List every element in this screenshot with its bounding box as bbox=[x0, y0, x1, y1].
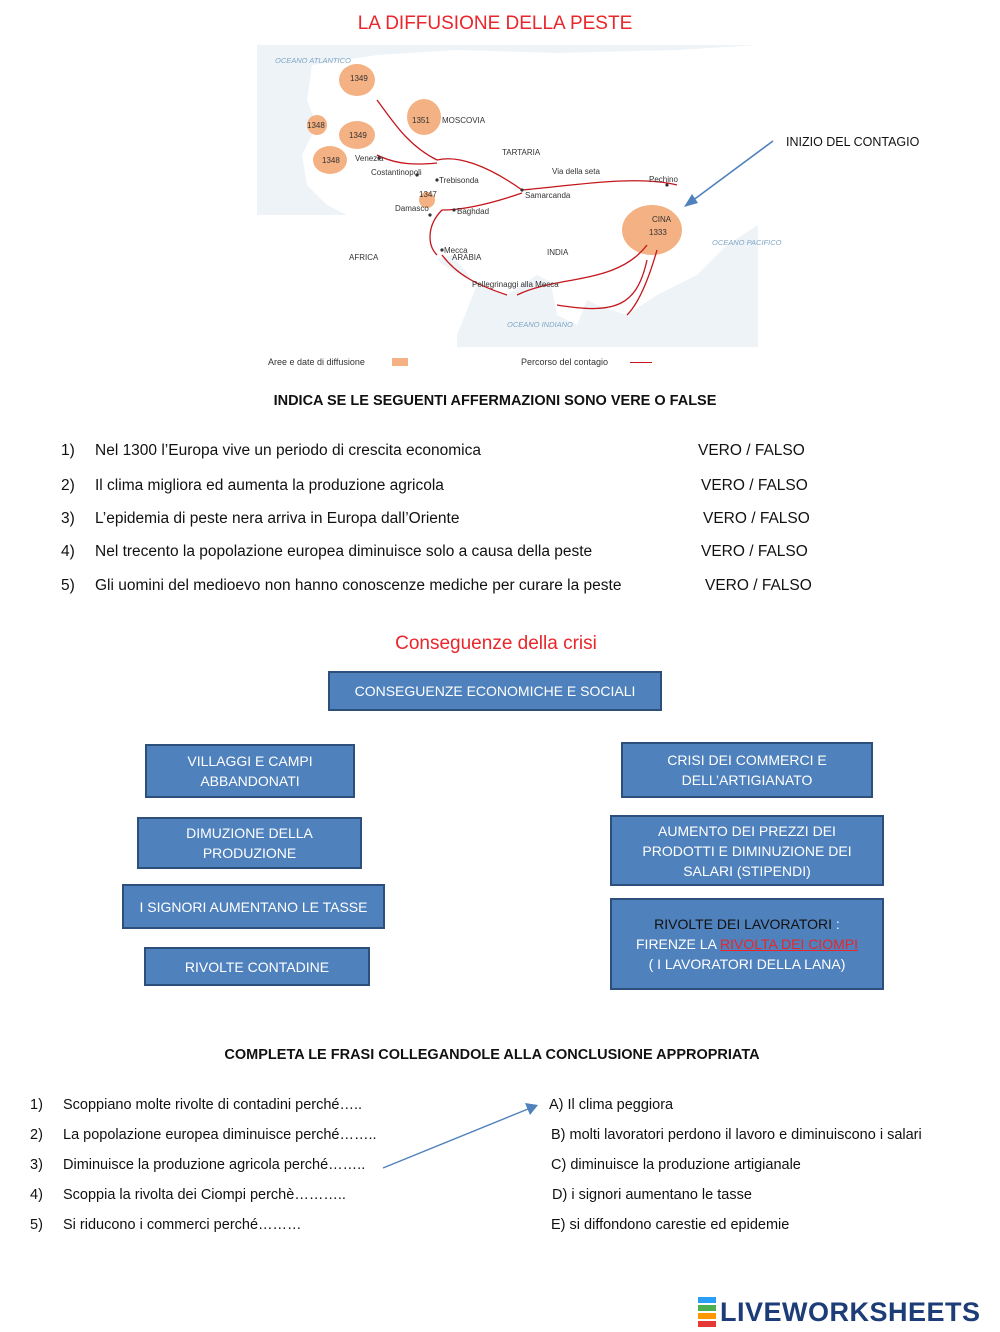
logo-text: LIVEWORKSHEETS bbox=[720, 1296, 981, 1327]
crisis-title: Conseguenze della crisi bbox=[395, 633, 597, 654]
year-label-russia: 1351 bbox=[412, 116, 430, 125]
region-label-africa: AFRICA bbox=[349, 253, 379, 262]
tf-num-4: 4) bbox=[61, 543, 75, 560]
year-label-scandinavia: 1349 bbox=[350, 74, 368, 83]
match-left-2[interactable]: La popolazione europea diminuisce perché…….. bbox=[63, 1127, 377, 1143]
legend-route-line bbox=[630, 362, 652, 363]
city-label-pechino: Pechino bbox=[649, 175, 678, 184]
tf-text-3: L’epidemia di peste nera arriva in Europa dall’Oriente bbox=[95, 510, 460, 527]
legend-areas-label: Aree e date di diffusione bbox=[268, 357, 365, 367]
tf-options-5[interactable]: VERO / FALSO bbox=[705, 577, 812, 594]
contagion-start-arrow bbox=[680, 138, 780, 213]
tf-text-5: Gli uomini del medioevo non hanno conoscenze mediche per curare la peste bbox=[95, 577, 622, 594]
matching-heading: COMPLETA LE FRASI COLLEGANDOLE ALLA CONCLUSIONE APPROPRIATA bbox=[224, 1047, 760, 1063]
city-label-costantinopoli: Costantinopoli bbox=[371, 168, 422, 177]
region-label-moscovia: MOSCOVIA bbox=[442, 116, 486, 125]
match-left-3[interactable]: Diminuisce la produzione agricola perché…….. bbox=[63, 1157, 366, 1173]
left-box-1 bbox=[145, 744, 355, 798]
route-label-pilgrims: Pellegrinaggi alla Mecca bbox=[472, 280, 559, 289]
year-label-germany: 1349 bbox=[349, 131, 367, 140]
region-label-tartaria: TARTARIA bbox=[502, 148, 541, 157]
city-label-venezia: Venezia bbox=[355, 154, 384, 163]
region-label-india: INDIA bbox=[547, 248, 569, 257]
left-box-1-label: VILLAGGI E CAMPI ABBANDONATI bbox=[187, 753, 313, 789]
revolt-line3: ( I LAVORATORI DELLA LANA) bbox=[648, 956, 846, 972]
city-label-baghdad: Baghdad bbox=[457, 207, 490, 216]
truefalse-heading: INDICA SE LE SEGUENTI AFFERMAZIONI SONO VERE O FALSE bbox=[273, 393, 717, 409]
tf-num-5: 5) bbox=[61, 577, 75, 594]
city-label-samarcanda: Samarcanda bbox=[525, 191, 571, 200]
revolt-colon: : bbox=[832, 916, 840, 932]
right-box-1-label: CRISI DEI COMMERCI E DELL’ARTIGIANATO bbox=[667, 752, 827, 788]
match-left-4[interactable]: Scoppia la rivolta dei Ciompi perchè……….. bbox=[63, 1187, 346, 1203]
dot-damasco bbox=[428, 213, 431, 216]
match-right-e[interactable]: E) si diffondono carestie ed epidemie bbox=[551, 1217, 790, 1233]
ocean-label-indian: OCEANO INDIANO bbox=[507, 320, 573, 329]
right-box-3-revolt bbox=[610, 898, 884, 990]
tf-options-4[interactable]: VERO / FALSO bbox=[701, 543, 808, 560]
match-right-c[interactable]: C) diminuisce la produzione artigianale bbox=[551, 1157, 801, 1173]
revolt-ciompi-link[interactable]: RIVOLTA DEI CIOMPI bbox=[720, 936, 858, 952]
right-box-2-label: AUMENTO DEI PREZZI DEI PRODOTTI E DIMINUZIONE DEI SALARI (STIPENDI) bbox=[642, 822, 852, 879]
tf-options-1[interactable]: VERO / FALSO bbox=[698, 442, 805, 459]
year-label-england: 1348 bbox=[307, 121, 325, 130]
route-label-silk-road: Via della seta bbox=[552, 167, 600, 176]
contagion-start-label: INIZIO DEL CONTAGIO bbox=[786, 135, 920, 149]
tf-options-2[interactable]: VERO / FALSO bbox=[701, 477, 808, 494]
right-box-2 bbox=[610, 815, 884, 886]
main-consequences-box bbox=[328, 671, 662, 711]
legend-area-swatch bbox=[392, 358, 408, 366]
tf-num-1: 1) bbox=[61, 442, 75, 459]
ocean-label-pacific: OCEANO PACIFICO bbox=[712, 238, 782, 247]
left-box-4-label: RIVOLTE CONTADINE bbox=[184, 958, 330, 975]
match-num-2: 2) bbox=[30, 1127, 43, 1143]
left-box-2 bbox=[137, 817, 362, 869]
left-box-2-label: DIMUZIONE DELLA PRODUZIONE bbox=[186, 825, 313, 861]
dot-samarcanda bbox=[520, 188, 523, 191]
match-num-3: 3) bbox=[30, 1157, 43, 1173]
tf-text-4: Nel trecento la popolazione europea diminuisce solo a causa della peste bbox=[95, 543, 593, 560]
year-label-crimea: 1347 bbox=[419, 190, 437, 199]
city-label-damasco: Damasco bbox=[395, 204, 429, 213]
region-label-arabia: ARABIA bbox=[452, 253, 482, 262]
logo-mark-icon bbox=[698, 1297, 716, 1327]
tf-num-2: 2) bbox=[61, 477, 75, 494]
liveworksheets-logo bbox=[698, 1294, 981, 1330]
city-label-trebisonda: Trebisonda bbox=[439, 176, 479, 185]
page-title: LA DIFFUSIONE DELLA PESTE bbox=[357, 13, 633, 34]
year-label-china: 1333 bbox=[649, 228, 667, 237]
ocean-label-atlantic: OCEANO ATLANTICO bbox=[275, 56, 351, 65]
left-box-3-label: I SIGNORI AUMENTANO LE TASSE bbox=[139, 898, 368, 915]
left-box-3 bbox=[122, 884, 385, 929]
match-num-1: 1) bbox=[30, 1097, 43, 1113]
revolt-text bbox=[636, 914, 858, 974]
match-right-a[interactable]: A) Il clima peggiora bbox=[549, 1097, 674, 1113]
tf-num-3: 3) bbox=[61, 510, 75, 527]
tf-text-2: Il clima migliora ed aumenta la produzione agricola bbox=[95, 477, 444, 494]
match-num-4: 4) bbox=[30, 1187, 43, 1203]
match-left-1[interactable]: Scoppiano molte rivolte di contadini perché….. bbox=[63, 1097, 363, 1113]
match-left-5[interactable]: Si riducono i commerci perché……… bbox=[63, 1217, 302, 1233]
match-right-d[interactable]: D) i signori aumentano le tasse bbox=[552, 1187, 752, 1203]
match-connector-arrow bbox=[380, 1100, 545, 1175]
city-label-mecca: Mecca bbox=[444, 246, 468, 255]
revolt-line1: RIVOLTE DEI LAVORATORI bbox=[654, 916, 833, 932]
main-consequences-label: CONSEGUENZE ECONOMICHE E SOCIALI bbox=[354, 683, 636, 699]
right-box-1 bbox=[621, 742, 873, 798]
left-box-4 bbox=[144, 947, 370, 986]
revolt-line2-prefix: FIRENZE LA bbox=[636, 936, 721, 952]
dot-baghdad bbox=[452, 208, 455, 211]
match-num-5: 5) bbox=[30, 1217, 43, 1233]
match-right-b[interactable]: B) molti lavoratori perdono il lavoro e diminuiscono i salari bbox=[551, 1127, 922, 1143]
tf-options-3[interactable]: VERO / FALSO bbox=[703, 510, 810, 527]
year-label-france: 1348 bbox=[322, 156, 340, 165]
region-label-cina: CINA bbox=[652, 215, 672, 224]
legend-route-label: Percorso del contagio bbox=[521, 357, 609, 367]
tf-text-1: Nel 1300 l’Europa vive un periodo di crescita economica bbox=[95, 442, 481, 459]
